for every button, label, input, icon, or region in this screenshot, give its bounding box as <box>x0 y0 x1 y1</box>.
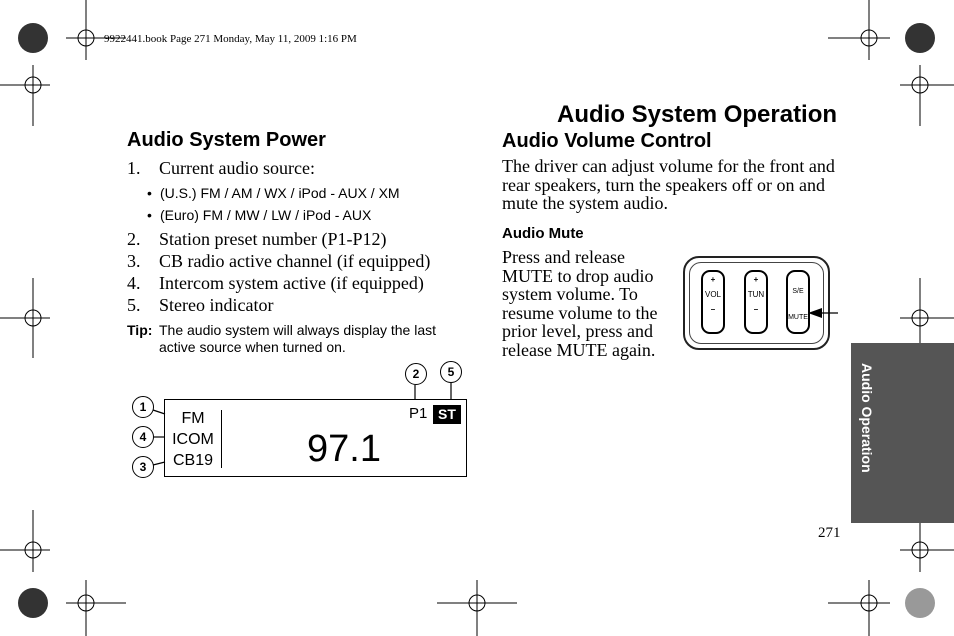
volume-body: The driver can adjust volume for the front and rear speakers, turn the speakers off or on and mute the system audio. <box>502 156 835 213</box>
callout-3: 3 <box>132 456 154 478</box>
frequency: 97.1 <box>307 428 381 470</box>
bullet-item: • (Euro) FM / MW / LW / iPod - AUX <box>160 207 371 223</box>
list-item: 2. Station preset number (P1-P12) <box>127 229 387 249</box>
section-heading-power: Audio System Power <box>127 129 326 151</box>
page-number: 271 <box>818 525 841 541</box>
header-note: 9922441.book Page 271 Monday, May 11, 2009 1:16 PM <box>104 33 357 45</box>
callout-2: 2 <box>405 363 427 385</box>
intercom-label: ICOM <box>172 431 214 448</box>
list-item: 4. Intercom system active (if equipped) <box>127 273 424 293</box>
tip: Tip: The audio system will always display the last active source when turned on. <box>127 322 437 355</box>
list-item: 5. Stereo indicator <box>127 295 274 315</box>
steering-wheel-controls <box>683 256 830 350</box>
list-item: 1. Current audio source: <box>127 158 315 178</box>
preset-label: P1 <box>409 405 428 422</box>
tune-button[interactable]: + TUN – <box>744 270 768 334</box>
side-tab: Audio Operation <box>851 343 954 523</box>
mute-body: Press and release MUTE to drop audio system volume. To resume volume to the prior level, press and release MUTE again. <box>502 247 658 360</box>
callout-4: 4 <box>132 426 154 448</box>
list-item: 3. CB radio active channel (if equipped) <box>127 251 431 271</box>
volume-button[interactable]: + VOL – <box>701 270 725 334</box>
callout-1: 1 <box>132 396 154 418</box>
arrow-icon <box>808 306 838 320</box>
se-mute-button[interactable]: S/E MUTE <box>786 270 810 334</box>
section-heading-volume: Audio Volume Control <box>502 130 712 152</box>
callout-5: 5 <box>440 361 462 383</box>
bullet-item: • (U.S.) FM / AM / WX / iPod - AUX / XM <box>160 185 400 201</box>
cb-label: CB19 <box>172 452 214 469</box>
page-title: Audio System Operation <box>557 101 838 128</box>
subheading-mute: Audio Mute <box>502 225 584 242</box>
stereo-indicator: ST <box>433 405 461 424</box>
source-label: FM <box>181 410 205 427</box>
